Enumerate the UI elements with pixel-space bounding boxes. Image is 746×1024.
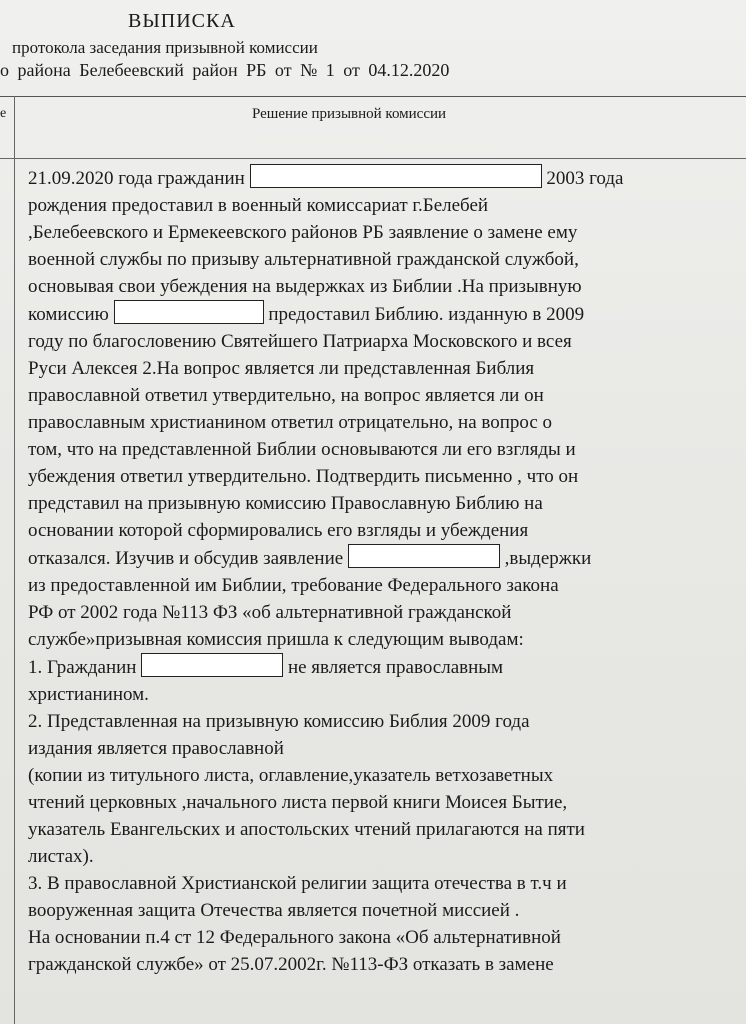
redacted-name-box <box>141 653 283 677</box>
redacted-name-box <box>250 164 542 188</box>
text-fragment: отказался. Изучив и обсудив заявление <box>28 548 344 569</box>
text-line: православным христианином ответил отрицательно, на вопрос о <box>28 412 553 433</box>
header-subtitle-line2: о района Белебеевский район РБ от № 1 от 04.12.2020 <box>0 60 450 80</box>
text-line <box>28 653 740 681</box>
table-top-rule <box>0 96 746 97</box>
text-line: ,Белебеевского и Ермекеевского районов РБ заявление о замене ему <box>28 222 578 243</box>
redacted-name-box <box>348 544 500 568</box>
text-line: На основании п.4 ст 12 Федерального закона «Об альтернативной <box>28 927 561 948</box>
text-line: Руси Алексея 2.На вопрос является ли представленная Библия <box>28 358 535 379</box>
text-line: рождения предоставил в военный комиссариат г.Белебей <box>28 195 489 216</box>
redacted-name-box <box>114 300 264 324</box>
text-line: 3. В православной Христианской религии защита отечества в т.ч и <box>28 873 567 894</box>
text-line <box>28 544 740 572</box>
text-line: РФ от 2002 года №113 ФЗ «об альтернативной гражданской <box>28 602 512 623</box>
text-line: православной ответил утвердительно, на вопрос является ли он <box>28 385 544 406</box>
table-column-divider <box>14 96 15 1024</box>
text-fragment: не является православным <box>287 657 504 678</box>
text-fragment: 2003 года <box>546 168 624 189</box>
table-header-rule <box>0 158 746 159</box>
text-line: издания является православной <box>28 738 284 759</box>
text-fragment: 21.09.2020 года гражданин <box>28 168 245 189</box>
text-line: листах). <box>28 846 94 867</box>
text-line: гражданской службе» от 25.07.2002г. №113-ФЗ отказать в замене <box>28 954 554 975</box>
column-header-decision: Решение призывной комиссии <box>252 106 447 122</box>
text-fragment: ,выдержки <box>504 548 592 569</box>
text-line: году по благословению Святейшего Патриарха Московского и всея <box>28 331 572 352</box>
text-line <box>28 164 740 192</box>
text-line: основывая свои убеждения на выдержках из Библии .На призывную <box>28 276 582 297</box>
document-header <box>0 0 746 100</box>
text-line: чтений церковных ,начального листа первой книги Моисея Бытие, <box>28 792 568 813</box>
text-line: военной службы по призыву альтернативной гражданской службой, <box>28 249 579 270</box>
text-line: вооруженная защита Отечества является почетной миссией . <box>28 900 520 921</box>
text-line: том, что на представленной Библии основываются ли его взгляды и <box>28 439 576 460</box>
text-line: (копии из титульного листа, оглавление,указатель ветхозаветных <box>28 765 554 786</box>
text-line: представил на призывную комиссию Православную Библию на <box>28 493 543 514</box>
text-line: 2. Представленная на призывную комиссию Библия 2009 года <box>28 711 530 732</box>
text-line: указатель Евангельских и апостольских чтений прилагаются на пяти <box>28 819 585 840</box>
text-line <box>28 300 740 328</box>
decision-text <box>28 164 740 978</box>
text-fragment: предоставил Библию. изданную в 2009 <box>268 304 585 325</box>
text-fragment: комиссию <box>28 304 109 325</box>
text-line: службе»призывная комиссия пришла к следующим выводам: <box>28 629 524 650</box>
text-line: убеждения ответил утвердительно. Подтвердить письменно , что он <box>28 466 579 487</box>
text-line: из предоставленной им Библии, требование Федерального закона <box>28 575 559 596</box>
left-column-header: е <box>0 106 7 121</box>
text-line: христианином. <box>28 684 149 705</box>
text-fragment: 1. Гражданин <box>28 657 137 678</box>
document-title: ВЫПИСКА <box>128 10 236 32</box>
header-subtitle-line1: протокола заседания призывной комиссии <box>12 38 318 57</box>
text-line: основании которой сформировались его взгляды и убеждения <box>28 520 529 541</box>
